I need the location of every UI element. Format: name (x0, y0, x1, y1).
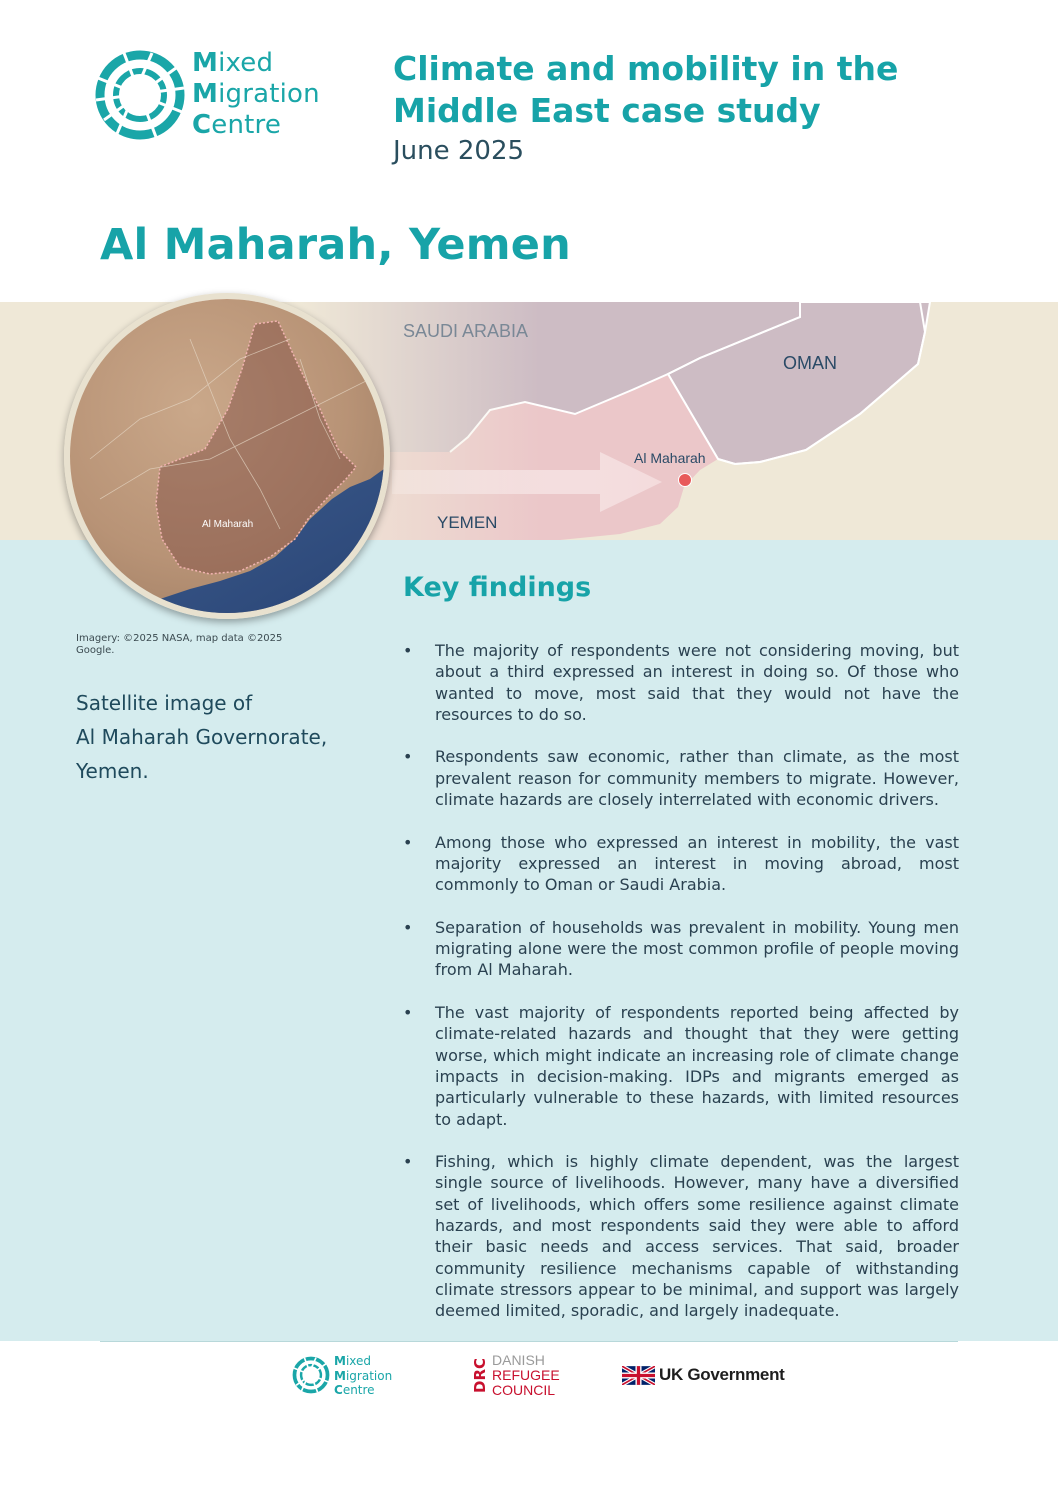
caption-line-2: Al Maharah Governorate, (76, 725, 328, 749)
satellite-label: Al Maharah (202, 519, 254, 530)
finding-item: • Respondents saw economic, rather than climate, as the most prevalent reason for community members to migrate. However, climate hazards are closely interrelated with economic drivers. (403, 746, 959, 810)
drc-mark: DRC (471, 1357, 489, 1393)
logo-initial-3: C (192, 110, 212, 140)
footer-mmc-initial-1: M (334, 1354, 346, 1368)
finding-item: • The vast majority of respondents reported being affected by climate-related hazards and thought that they were getting worse, which might indicate an increasing role of climate change impacts in decision-making. IDPs and migrants emerged as particularly vulnerable to these hazards, with limited resources to adapt. (403, 1002, 959, 1130)
footer-mmc-logo (292, 1353, 402, 1399)
footer-drc-logo (472, 1353, 572, 1399)
finding-item: • Separation of households was prevalent in mobility. Young men migrating alone were the most common profile of people moving from Al Maharah. (403, 917, 959, 981)
logo-rest-3: entre (211, 110, 282, 140)
footer-uk-government-logo (622, 1365, 792, 1387)
union-flag-icon (622, 1366, 655, 1385)
footer-mmc-rest-1: ixed (345, 1354, 372, 1368)
footer-divider (100, 1341, 958, 1342)
drc-line-3: COUNCIL (492, 1382, 556, 1398)
place-heading: Al Maharah, Yemen (100, 220, 571, 270)
footer-mmc-rest-3: entre (342, 1383, 375, 1397)
finding-item: • The majority of respondents were not considering moving, but about a third expressed an interest in doing so. Of those who wanted to move, most said that they would not have the resources to do so. (403, 640, 959, 725)
footer-mmc-rest-2: igration (345, 1368, 393, 1383)
report-title: Climate and mobility in the Middle East case study (393, 49, 899, 130)
report-date: June 2025 (393, 136, 525, 166)
al-maharah-marker (679, 474, 692, 487)
yemen-label: YEMEN (437, 513, 498, 532)
logo-rest-1: ixed (218, 48, 274, 78)
logo-initial-2: M (192, 79, 219, 109)
drc-line-1: DANISH (492, 1352, 545, 1368)
mmc-logo (94, 48, 344, 148)
satellite-image (64, 293, 390, 619)
saudi-arabia-label: SAUDI ARABIA (403, 321, 529, 341)
drc-line-2: REFUGEE (492, 1367, 560, 1383)
caption-line-3: Yemen. (76, 759, 149, 783)
mmc-globe-icon (94, 48, 186, 142)
logo-initial-1: M (192, 48, 219, 78)
oman-label: OMAN (783, 353, 837, 373)
image-caption (76, 686, 346, 788)
imagery-credit: Imagery: ©2025 NASA, map data ©2025 Google. (76, 633, 283, 656)
key-findings-heading: Key findings (403, 572, 592, 603)
key-findings-list (403, 640, 959, 1343)
al-maharah-map-label: Al Maharah (634, 450, 706, 466)
finding-item: • Among those who expressed an interest in mobility, the vast majority expressed an interest in moving abroad, most commonly to Oman or Saudi Arabia. (403, 832, 959, 896)
uk-government-text: UK Government (659, 1365, 785, 1384)
finding-item: • Fishing, which is highly climate dependent, was the largest single source of livelihoods. However, many have a diversified set of livelihoods, which offers some resilience against climate hazards, and most respondents said they were able to afford their basic needs and access services. That said, broader community resilience mechanisms capable of withstanding climate stressors appear to be minimal, and support was largely deemed limited, sporadic, and largely inadequate. (403, 1151, 959, 1321)
mmc-globe-icon (292, 1355, 330, 1395)
logo-rest-2: igration (218, 79, 320, 109)
footer-mmc-initial-2: M (334, 1368, 346, 1383)
caption-line-1: Satellite image of (76, 691, 253, 715)
footer-mmc-initial-3: C (334, 1383, 343, 1397)
